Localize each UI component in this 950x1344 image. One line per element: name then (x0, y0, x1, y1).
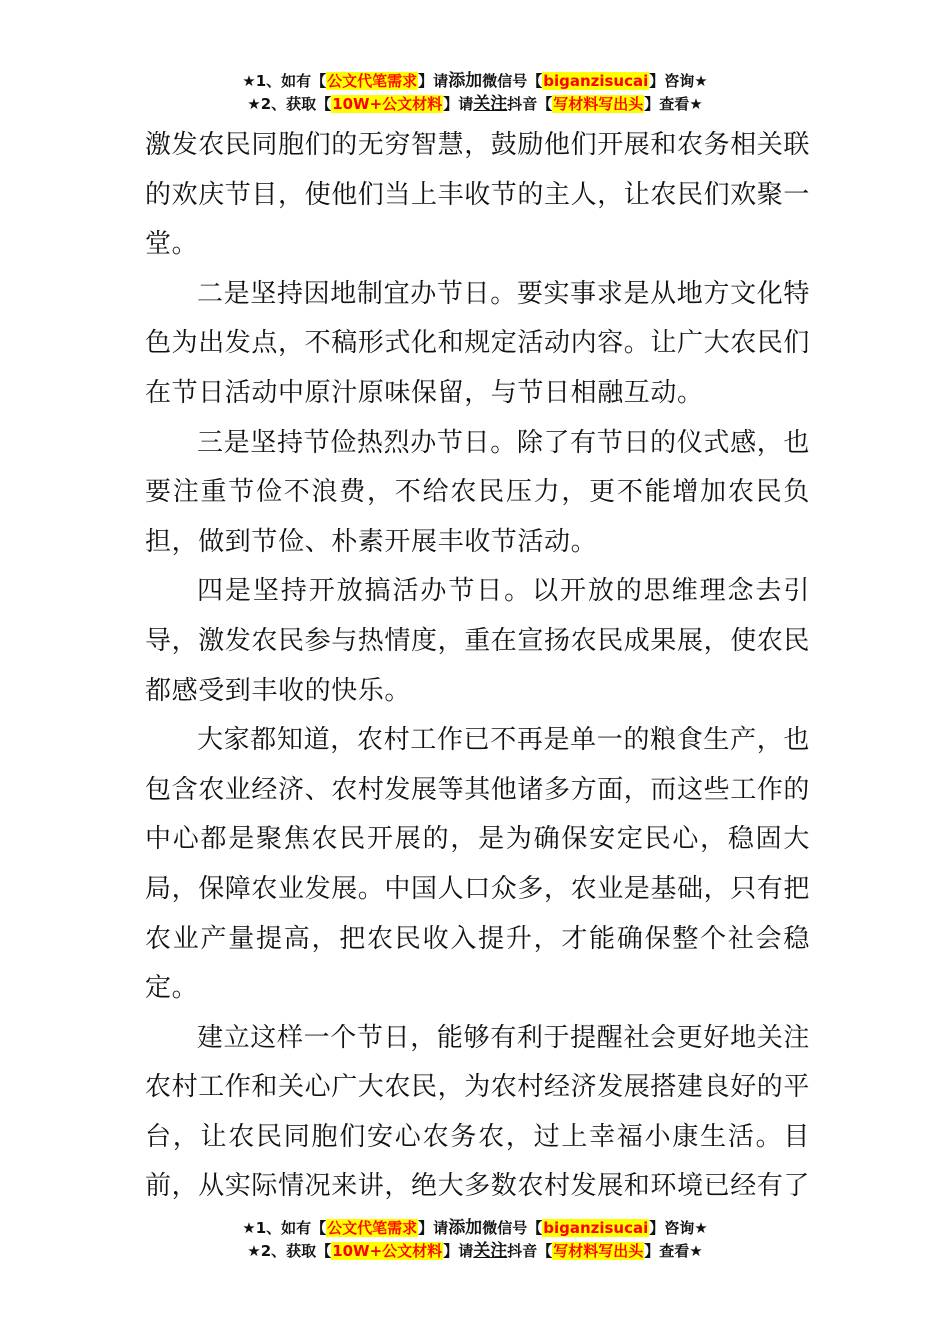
paragraph: 四是坚持开放搞活办节日。以开放的思维理念去引导，激发农民参与热情度，重在宣扬农民成果展，使农民都感受到丰收的快乐。 (145, 576, 811, 706)
banner-emphasis: 关注 (473, 94, 508, 114)
paragraph: 建立这样一个节日，能够有利于提醒社会更好地关注农村工作和关心广大农民，为农村经济发展搭建良好的平台，让农民同胞们安心农务农，过上幸福小康生活。目前，从实际情况来讲，绝大多数农村发展和环境已经有了 (145, 1022, 811, 1202)
banner-line-2 (0, 1240, 950, 1263)
document-body (145, 121, 810, 1212)
highlight-douyin-account: 写材料写出头 (553, 95, 644, 113)
banner-text: 】咨询★ (649, 72, 708, 90)
banner-text: 微信号【 (482, 72, 543, 90)
paragraph: 二是坚持因地制宜办节日。要实事求是从地方文化特色为出发点，不稿形式化和规定活动内容。让广大农民们在节日活动中原汁原味保留，与节日相融互动。 (145, 278, 811, 408)
highlight-wechat-id: biganzisucai (543, 72, 649, 90)
highlight-wechat-id: biganzisucai (543, 1219, 649, 1237)
highlight-service: 公文代笔需求 (327, 1219, 418, 1237)
banner-text: 】咨询★ (649, 1219, 708, 1237)
banner-text: 微信号【 (482, 1219, 543, 1237)
banner-text: ★2、获取【 (247, 95, 332, 113)
banner-text: 】请 (443, 1242, 474, 1260)
highlight-materials: 10W+公文材料 (332, 95, 443, 113)
banner-text: 】查看★ (644, 1242, 703, 1260)
banner-line-2 (0, 93, 950, 116)
banner-line-1 (0, 1217, 950, 1240)
banner-text: 抖音【 (507, 95, 553, 113)
footer-banner (0, 1217, 950, 1263)
banner-text: 】查看★ (644, 95, 703, 113)
highlight-materials: 10W+公文材料 (332, 1242, 443, 1260)
paragraph: 大家都知道，农村工作已不再是单一的粮食生产，也包含农业经济、农村发展等其他诸多方面，而这些工作的中心都是聚焦农民开展的，是为确保安定民心，稳固大局，保障农业发展。中国人口众多，农业是基础，只有把农业产量提高，把农民收入提升，才能确保整个社会稳定。 (145, 725, 811, 1004)
banner-text: 】请 (418, 1219, 449, 1237)
highlight-douyin-account: 写材料写出头 (553, 1242, 644, 1260)
banner-line-1 (0, 70, 950, 93)
highlight-service: 公文代笔需求 (327, 72, 418, 90)
paragraph: 激发农民同胞们的无穷智慧，鼓励他们开展和农务相关联的欢庆节目，使他们当上丰收节的主人，让农民们欢聚一堂。 (145, 130, 811, 260)
paragraph: 三是坚持节俭热烈办节日。除了有节日的仪式感，也要注重节俭不浪费，不给农民压力，更不能增加农民负担，做到节俭、朴素开展丰收节活动。 (145, 427, 810, 557)
banner-emphasis: 添加 (448, 1218, 483, 1238)
banner-text: ★1、如有【 (242, 72, 327, 90)
banner-text: 】请 (418, 72, 449, 90)
header-banner (0, 70, 950, 116)
banner-emphasis: 添加 (448, 71, 483, 91)
banner-text: ★1、如有【 (242, 1219, 327, 1237)
banner-text: ★2、获取【 (247, 1242, 332, 1260)
banner-text: 】请 (443, 95, 474, 113)
banner-emphasis: 关注 (473, 1241, 508, 1261)
banner-text: 抖音【 (507, 1242, 553, 1260)
